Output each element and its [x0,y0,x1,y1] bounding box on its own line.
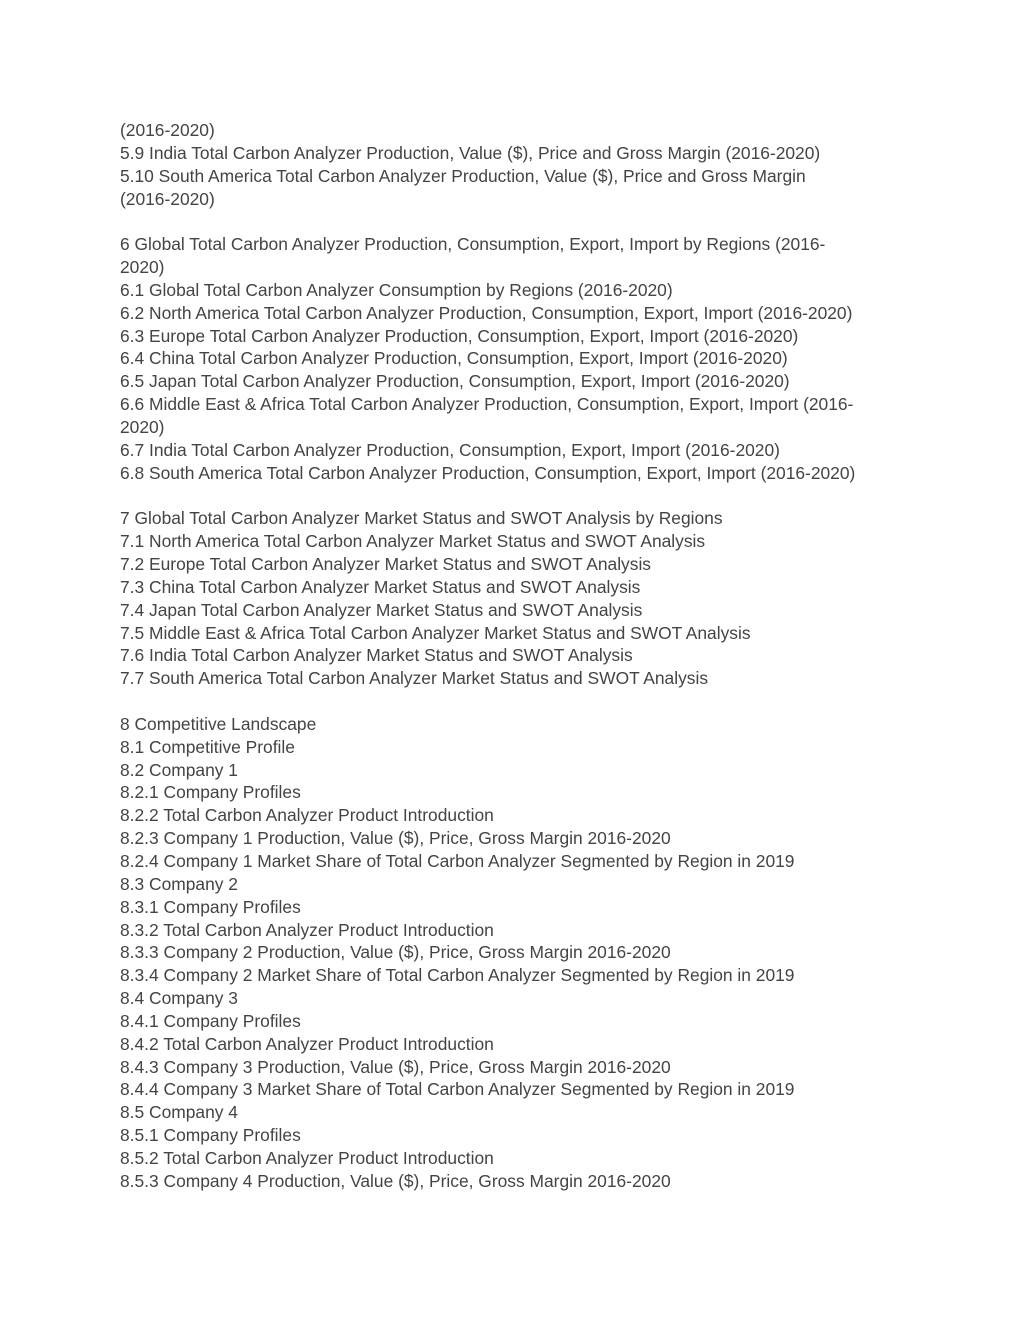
toc-entry: 8.4.4 Company 3 Market Share of Total Carbon Analyzer Segmented by Region in 2019 [120,1079,795,1100]
toc-entry: 6.4 China Total Carbon Analyzer Production, Consumption, Export, Import (2016-2020) [120,348,788,369]
toc-entry: 8.2 Company 1 [120,759,238,780]
toc-entry: 6.6 Middle East & Africa Total Carbon Analyzer Production, Consumption, Export, Import (2016- [120,394,854,415]
toc-entry: 7.2 Europe Total Carbon Analyzer Market Status and SWOT Analysis [120,554,652,575]
toc-entry: 8.4.1 Company Profiles [120,1010,301,1031]
section-spacer [120,210,920,233]
toc-entry: 6 Global Total Carbon Analyzer Production, Consumption, Export, Import by Regions (2016- [120,234,826,255]
section-spacer [120,485,920,508]
toc-entry: 8.3.3 Company 2 Production, Value ($), Price, Gross Margin 2016-2020 [120,942,671,963]
toc-entry: 6.3 Europe Total Carbon Analyzer Production, Consumption, Export, Import (2016-2020) [120,325,799,346]
toc-entry: 8.5 Company 4 [120,1102,238,1123]
toc-entry: 6.1 Global Total Carbon Analyzer Consumption by Regions (2016-2020) [120,279,673,300]
toc-entry: 8.5.3 Company 4 Production, Value ($), Price, Gross Margin 2016-2020 [120,1170,671,1191]
toc-entry: 7 Global Total Carbon Analyzer Market Status and SWOT Analysis by Regions [120,508,723,529]
toc-entry: (2016-2020) [120,188,215,209]
toc-entry: 8.4.3 Company 3 Production, Value ($), Price, Gross Margin 2016-2020 [120,1056,671,1077]
toc-entry: 8.4.2 Total Carbon Analyzer Product Introduction [120,1033,494,1054]
toc-entry: 5.10 South America Total Carbon Analyzer Production, Value ($), Price and Gross Margin [120,165,806,186]
toc-entry: 7.5 Middle East & Africa Total Carbon Analyzer Market Status and SWOT Analysis [120,622,751,643]
toc-entry: 7.1 North America Total Carbon Analyzer Market Status and SWOT Analysis [120,531,706,552]
toc-entry: 8.3 Company 2 [120,873,238,894]
toc-entry: 8.2.4 Company 1 Market Share of Total Carbon Analyzer Segmented by Region in 2019 [120,851,795,871]
toc-entry: 8 Competitive Landscape [120,713,317,734]
toc-entry: 8.2.2 Total Carbon Analyzer Product Introduction [120,805,494,826]
toc-entry: 8.3.1 Company Profiles [120,896,301,917]
toc-entry: 6.7 India Total Carbon Analyzer Production, Consumption, Export, Import (2016-2020) [120,439,780,460]
toc-entry: 5.9 India Total Carbon Analyzer Production, Value ($), Price and Gross Margin (2016-2020) [120,142,821,163]
toc-entry: 8.3.4 Company 2 Market Share of Total Carbon Analyzer Segmented by Region in 2019 [120,965,795,986]
toc-entry: 8.5.1 Company Profiles [120,1125,301,1146]
toc-entry: 2020) [120,257,165,278]
table-of-contents [120,119,920,1193]
toc-entry: 8.2.1 Company Profiles [120,782,301,803]
toc-entry: 2020) [120,416,165,437]
section-spacer [120,690,920,713]
toc-entry: 8.4 Company 3 [120,988,238,1009]
toc-entry: 6.5 Japan Total Carbon Analyzer Production, Consumption, Export, Import (2016-2020) [120,371,790,392]
toc-entry: 6.2 North America Total Carbon Analyzer Production, Consumption, Export, Import (2016-2020) [120,302,853,323]
toc-entry: (2016-2020) [120,120,215,140]
toc-entry: 8.5.2 Total Carbon Analyzer Product Introduction [120,1147,494,1168]
toc-entry: 7.3 China Total Carbon Analyzer Market Status and SWOT Analysis [120,576,641,597]
toc-entry: 8.3.2 Total Carbon Analyzer Product Introduction [120,919,494,940]
toc-entry: 8.1 Competitive Profile [120,736,295,757]
document-page [120,119,920,1193]
toc-entry: 8.2.3 Company 1 Production, Value ($), Price, Gross Margin 2016-2020 [120,828,671,849]
toc-entry: 7.6 India Total Carbon Analyzer Market Status and SWOT Analysis [120,645,633,666]
toc-entry: 7.4 Japan Total Carbon Analyzer Market Status and SWOT Analysis [120,599,643,620]
toc-entry: 7.7 South America Total Carbon Analyzer Market Status and SWOT Analysis [120,668,709,689]
toc-entry: 6.8 South America Total Carbon Analyzer Production, Consumption, Export, Import (2016-2020) [120,462,856,483]
